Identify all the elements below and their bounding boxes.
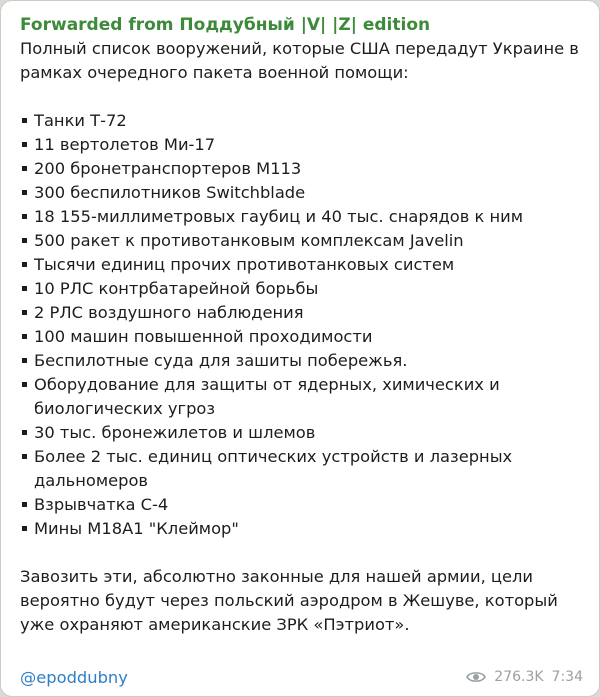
weapons-list	[20, 109, 583, 541]
list-item	[20, 445, 583, 493]
list-item-text: Мины M18A1 "Клеймор"	[34, 519, 239, 538]
list-item-text: 200 бронетранспортеров М113	[34, 159, 302, 178]
bullet-icon	[20, 517, 34, 541]
list-item	[20, 157, 583, 181]
message-footer	[20, 665, 583, 689]
list-item-text: 30 тыс. бронежилетов и шлемов	[34, 423, 316, 442]
bullet-icon	[20, 253, 34, 277]
list-item	[20, 325, 583, 349]
message-intro: Полный список вооружений, которые США передадут Украине в рамках очередного пакета военной помощи:	[20, 39, 579, 82]
bullet-icon	[20, 205, 34, 229]
list-item-text: 500 ракет к противотанковым комплексам Javelin	[34, 231, 464, 250]
message-body	[20, 37, 583, 637]
list-item-text: 10 РЛС контрбатарейной борьбы	[34, 279, 319, 298]
list-item-text: Более 2 тыс. единиц оптических устройств и лазерных дальномеров	[34, 447, 513, 490]
list-item	[20, 277, 583, 301]
bullet-icon	[20, 133, 34, 157]
list-item	[20, 229, 583, 253]
list-item-text: 300 беспилотников Switchblade	[34, 183, 306, 202]
list-item	[20, 253, 583, 277]
bullet-icon	[20, 349, 34, 373]
bullet-icon	[20, 229, 34, 253]
bullet-icon	[20, 301, 34, 325]
bullet-icon	[20, 445, 34, 493]
list-item-text: Танки Т-72	[34, 111, 127, 130]
list-item	[20, 181, 583, 205]
bullet-icon	[20, 277, 34, 301]
message-time: 7:34	[551, 669, 583, 685]
message-meta	[466, 669, 583, 685]
eye-icon	[466, 670, 486, 684]
list-item-text: 18 155-миллиметровых гаубиц и 40 тыс. снарядов к ним	[34, 207, 523, 226]
bullet-icon	[20, 157, 34, 181]
list-item-text: Тысячи единиц прочих противотанковых систем	[34, 255, 455, 274]
list-item-text: Беспилотные суда для зашиты побережья.	[34, 351, 408, 370]
bullet-icon	[20, 181, 34, 205]
list-item-text: 11 вертолетов Ми-17	[34, 135, 216, 154]
list-item	[20, 517, 583, 541]
list-item	[20, 493, 583, 517]
list-item	[20, 373, 583, 421]
forwarded-from-header[interactable]: Forwarded from Поддубный |V| |Z| edition	[20, 15, 431, 35]
list-item-text: Взрывчатка С-4	[34, 495, 169, 514]
list-item	[20, 301, 583, 325]
list-item-text: 2 РЛС воздушного наблюдения	[34, 303, 304, 322]
list-item	[20, 205, 583, 229]
list-item	[20, 349, 583, 373]
bullet-icon	[20, 421, 34, 445]
bullet-icon	[20, 109, 34, 133]
list-item	[20, 421, 583, 445]
message-closing: Завозить эти, абсолютно законные для нашей армии, цели вероятно будут через польский аэродром в Жешуве, который уже охраняют американские ЗРК «Пэтриот».	[20, 567, 558, 634]
signature-link[interactable]: @epoddubny	[20, 667, 128, 687]
list-item-text: Оборудование для защиты от ядерных, химических и биологических угроз	[34, 375, 500, 418]
bullet-icon	[20, 373, 34, 421]
list-item	[20, 109, 583, 133]
bullet-icon	[20, 493, 34, 517]
list-item-text: 100 машин повышенной проходимости	[34, 327, 373, 346]
view-count: 276.3K	[494, 669, 544, 685]
bullet-icon	[20, 325, 34, 349]
list-item	[20, 133, 583, 157]
